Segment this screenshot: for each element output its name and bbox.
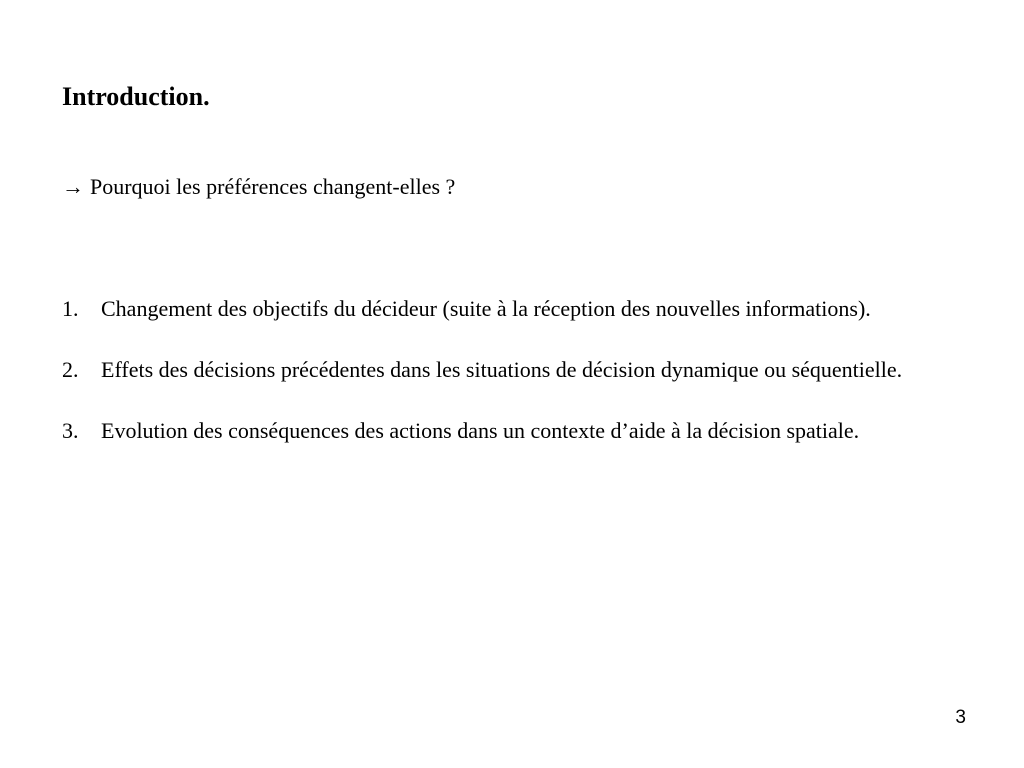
- list-item-number: 1.: [62, 296, 79, 321]
- question-line: [62, 172, 455, 202]
- list-item: [62, 416, 942, 447]
- list-item-number: 3.: [62, 418, 79, 443]
- list-item: [62, 294, 942, 325]
- question-text: Pourquoi les préférences changent-elles ?: [90, 174, 456, 199]
- list-item-text: Evolution des conséquences des actions dans un contexte d’aide à la décision spatiale.: [101, 418, 860, 443]
- list-item-text: Changement des objectifs du décideur (suite à la réception des nouvelles informations).: [101, 296, 871, 321]
- right-arrow-icon: →: [62, 174, 84, 199]
- slide-title: Introduction.: [62, 82, 210, 111]
- list-item-text: Effets des décisions précédentes dans les situations de décision dynamique ou séquentielle.: [101, 357, 903, 382]
- page-number: 3: [955, 707, 966, 728]
- list-item-number: 2.: [62, 357, 79, 382]
- list-item: [62, 355, 942, 386]
- reasons-list: [62, 294, 942, 477]
